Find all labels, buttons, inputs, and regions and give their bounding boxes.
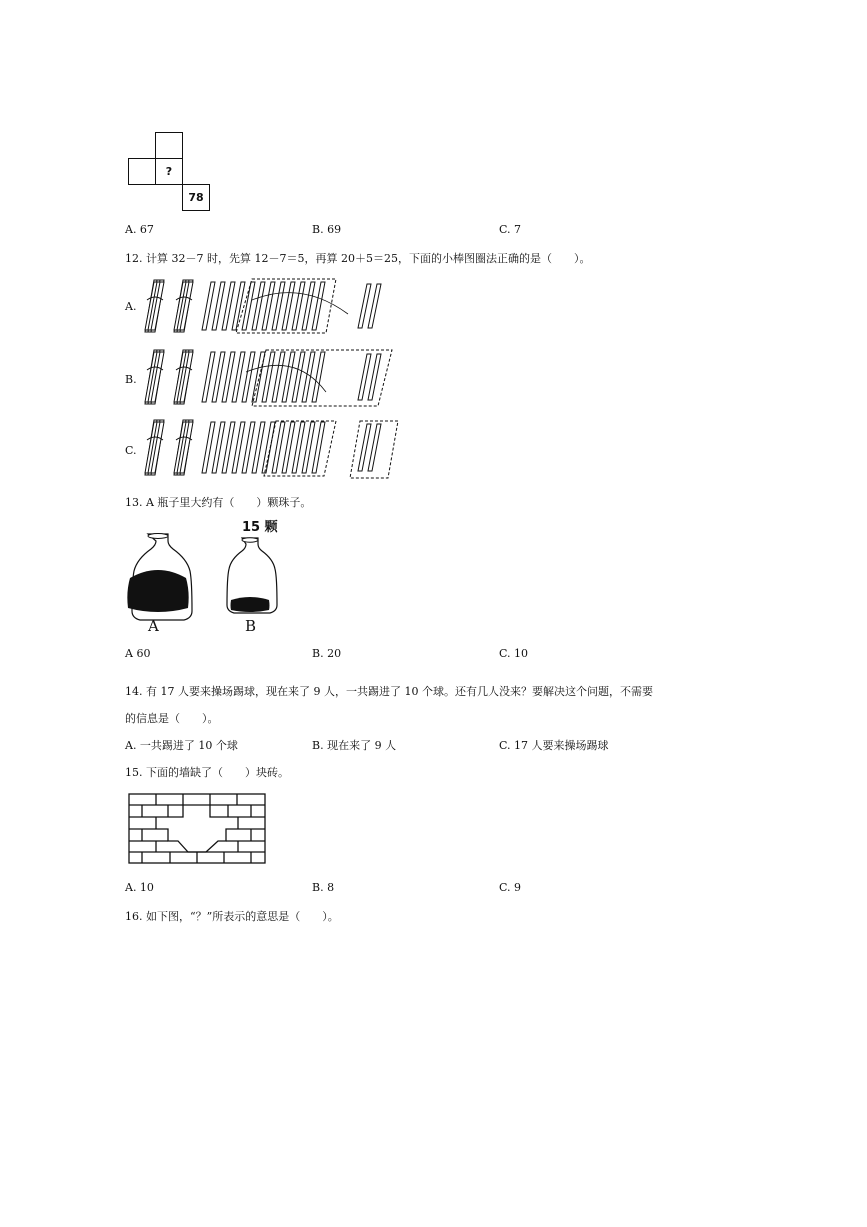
q15-option-b[interactable]: B. 8 (312, 881, 335, 894)
q11-option-a[interactable]: A. 67 (125, 223, 154, 236)
q13-option-c[interactable]: C. 10 (499, 647, 529, 660)
q15-text: 15. 下面的墙缺了（ ）块砖。 (125, 766, 289, 779)
grid-cell-value: 78 (182, 184, 210, 211)
q12-option-a-label[interactable]: A. (125, 300, 137, 313)
jar-b-icon (227, 538, 277, 613)
q15-option-c[interactable]: C. 9 (499, 881, 522, 894)
q14-text-line1: 14. 有 17 人要来操场踢球，现在来了 9 人，一共踢进了 10 个球。还有几人没来？要解决这个问题，不需要 (125, 685, 653, 698)
q11-option-b[interactable]: B. 69 (312, 223, 342, 236)
jar-a-icon (127, 534, 192, 621)
q12-option-c-label[interactable]: C. (125, 444, 137, 457)
q16-text: 16. 如下图，“？”所表示的意思是（ ）。 (125, 910, 339, 923)
q14-option-c[interactable]: C. 17 人要来操场踢球 (499, 739, 609, 752)
q13-text: 13. A 瓶子里大约有（ ）颗珠子。 (125, 496, 312, 509)
brick-wall-figure (128, 793, 268, 865)
q12-text: 12. 计算 32－7 时，先算 12－7＝5，再算 20＋5＝25，下面的小棒图圈法正确的是（ ）。 (125, 252, 591, 265)
q13-option-b[interactable]: B. 20 (312, 647, 342, 660)
jar-b-label: B (245, 617, 257, 635)
q13-option-a[interactable]: A 60 (125, 647, 151, 660)
q15-option-a[interactable]: A. 10 (125, 881, 154, 894)
jar-b-count: 15 颗 (242, 520, 278, 535)
grid-cell-question: ? (155, 158, 183, 185)
q12-option-b-label[interactable]: B. (125, 373, 137, 386)
q14-option-a[interactable]: A. 一共踢进了 10 个球 (125, 739, 238, 752)
q14-text-line2: 的信息是（ ）。 (125, 712, 219, 725)
q11-option-c[interactable]: C. 7 (499, 223, 522, 236)
jars-figure (120, 532, 290, 632)
jar-a-label: A (148, 617, 159, 635)
q14-option-b[interactable]: B. 现在来了 9 人 (312, 739, 397, 752)
